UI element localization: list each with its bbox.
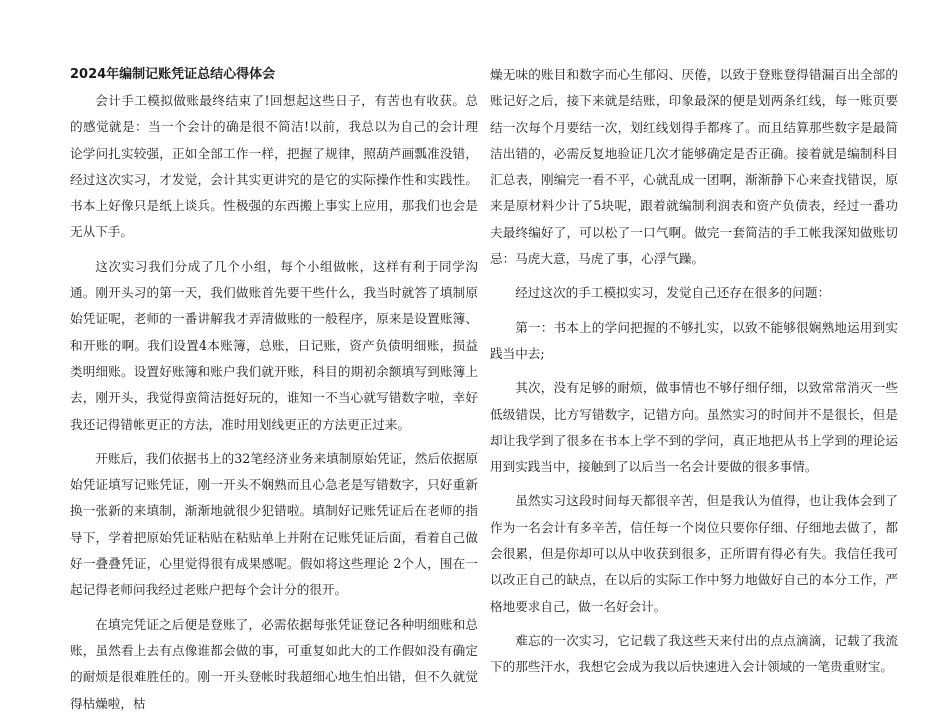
paragraph: 经过这次的手工模拟实习，发觉自己还存在很多的问题： — [515, 285, 831, 301]
left-column — [70, 62, 478, 725]
paragraph: 虽然实习这段时间每天都很辛苦，但是我认为值得，也让我体会到了作为一名会计有多辛苦，信任每一个岗位只要你仔细、仔细地去做了，都会很累，但是你却可以从中收获到很多，正所谓有得必有失。我信任我可以改正自己的缺点，在以后的实际工作中努力地做好自己的本分工作，严格地要求自己，做一名好会计。 — [490, 493, 898, 614]
paragraph: 开账后，我们依据书上的32笔经济业务来填制原始凭证，然后依据原始凭证填写记账凭证，刚一开头不娴熟而且心急老是写错数字，只好重新换一张新的来填制，渐渐地就很少犯错啦。填制好记账凭证后在老师的指导下，学着把原始凭证粘贴在粘贴单上并附在记账凭证后面，看着自己做好一叠叠凭证，心里觉得很有成果感呢。假如将这些理论 2个人，围在一起记得老师问我经过老账户把每个会计分的很开。 — [70, 450, 478, 598]
right-column — [490, 62, 898, 689]
paragraph: 第一：书本上的学问把握的不够扎实，以致不能够很娴熟地运用到实践当中去; — [490, 319, 898, 361]
document-title: 2024年编制记账凭证总结心得体会 — [70, 67, 276, 82]
paragraph: 这次实习我们分成了几个小组，每个小组做帐，这样有利于同学沟通。刚开头习的第一天，我们做账首先要干些什么，我当时就答了填制原始凭证呢，老师的一番讲解我才弄清做账的一般程序，原来是设置账簿、和开账的啊。我们设置4本账簿，总账，日记账，资产负债明细账，损益类明细账。设置好账簿和账户我们就开账，科目的期初余额填写到账簿上去，刚开头，我觉得蛮简洁挺好玩的，谁知一不当心就写错数字啦，幸好我还记得错帐更正的方法，准时用划线更正的方法更正过来。 — [70, 258, 478, 432]
paragraph: 难忘的一次实习，它记载了我这些天来付出的点点滴滴，记载了我流下的那些汗水，我想它会成为我以后快速进入会计领域的一笔贵重财宝。 — [490, 632, 898, 675]
paragraph: 会计手工模拟做账最终结束了!回想起这些日子，有苦也有收获。总的感觉就是：当一个会计的确是很不简洁!以前，我总以为自己的会计理论学问扎实较强，正如全部工作一样，把握了规律，照葫芦画瓢准没错，经过这次实习，才发觉，会计其实更讲究的是它的实际操作性和实践性。书本上好像只是纸上谈兵。性极强的东西搬上事实上应用，那我们也会是无从下手。 — [70, 93, 478, 240]
paragraph: 在填完凭证之后便是登账了，必需依据每张凭证登记各种明细账和总账，虽然看上去有点像谁都会做的事，可重复如此大的工作假如没有确定的耐烦是很难胜任的。刚一开头登帐时我超细心地生怕出错，但不久就觉得枯燥啦，枯 — [70, 616, 478, 711]
paragraph: 其次，没有足够的耐烦，做事情也不够仔细仔细，以致常常消灭一些低级错误，比方写错数字，记错方向。虽然实习的时间并不是很长，但是却让我学到了很多在书本上学不到的学问，真正地把从书上学到的理论运用到实践当中，接触到了以后当一名会计要做的很多事情。 — [490, 380, 898, 475]
paragraph-continued: 燥无味的账目和数字而心生郁闷、厌倦，以致于登账登得错漏百出全部的账记好之后，接下来就是结账，印象最深的便是划两条红线，每一账页要结一次每个月要结一次，划红线划得手都疼了。而且结算那些数字是最简洁出错的，必需反复地验证几次才能够确定是否正确。接着就是编制科目汇总表，刚编完一看不平，心就乱成一团啊，渐渐静下心来查找错误，原来是原材料少计了5块呢，跟着就编制利润表和资产负债表，经过一番功夫最终编好了，可以松了一口气啊。做完一套简洁的手工帐我深知做账切忌：马虎大意，马虎了事，心浮气躁。 — [490, 67, 898, 267]
